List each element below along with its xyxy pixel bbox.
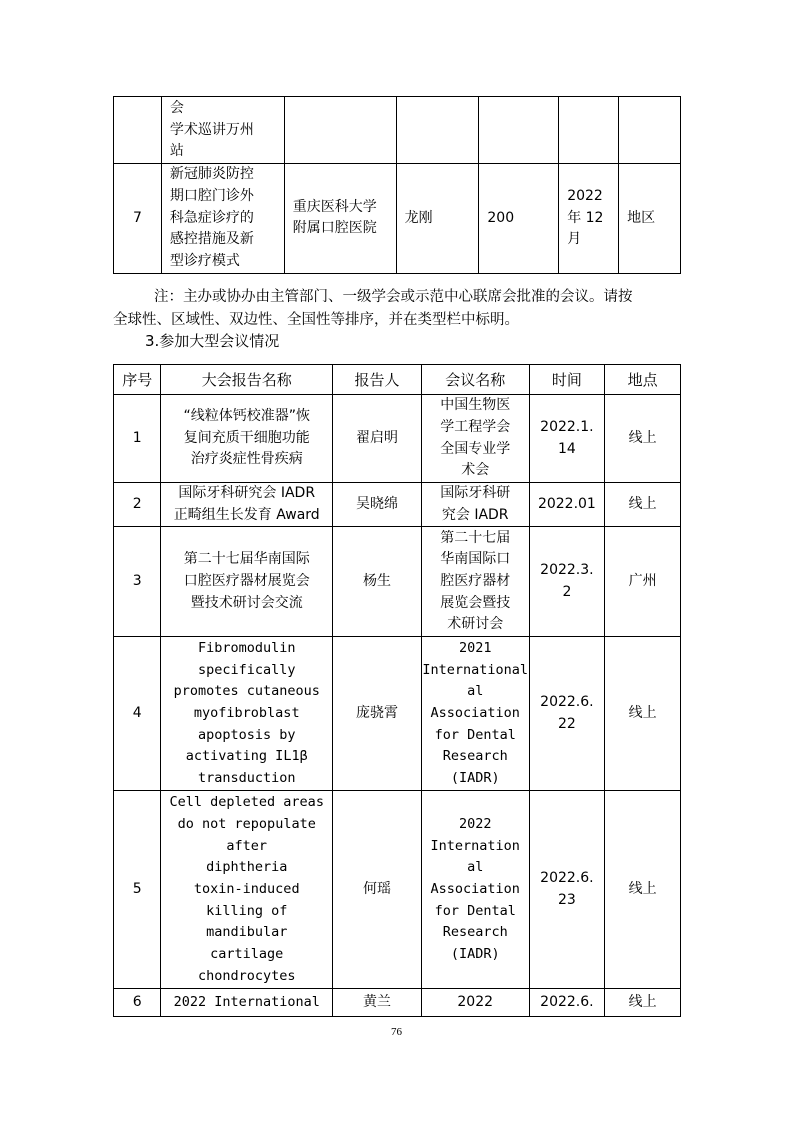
place-cell: 线上: [605, 791, 681, 989]
meeting-cell: [421, 527, 529, 637]
table-row: [114, 483, 681, 527]
type-cell: [619, 97, 681, 164]
title-cell: [161, 989, 333, 1017]
no-cell: 4: [114, 637, 161, 791]
table-row: [114, 989, 681, 1017]
place-cell: 线上: [605, 395, 681, 483]
cell-line: 2022.6.: [540, 694, 594, 711]
table-row: [114, 97, 681, 164]
meeting-cell: [421, 483, 529, 527]
cell-line: Fibromodulin: [197, 639, 296, 656]
reporter-cell: 庞骁霄: [333, 637, 422, 791]
table-row: [114, 164, 681, 274]
cell-line: 2022: [457, 994, 494, 1011]
no-cell: 5: [114, 791, 161, 989]
cell-line: specifically: [197, 661, 296, 678]
place-cell: 线上: [605, 483, 681, 527]
title-cell: [161, 637, 333, 791]
cell-line: 华南国际口: [440, 551, 511, 568]
cell-line: 第二十七届: [440, 529, 511, 546]
cell-line: 2022 International: [173, 994, 320, 1011]
no-cell: 3: [114, 527, 161, 637]
page-number: 76: [391, 1026, 402, 1038]
cell-line: 2022: [458, 815, 492, 832]
reporter-cell: 吴晓绵: [333, 483, 422, 527]
table-row: [114, 395, 681, 483]
cell-line: (IADR): [450, 946, 500, 963]
header-reporter: 报告人: [333, 365, 422, 395]
title-cell: [161, 791, 333, 989]
table-row: [114, 527, 681, 637]
no-cell: [114, 97, 162, 164]
cell-line: 术研讨会: [447, 616, 504, 633]
cell-line: 腔医疗器材: [440, 573, 511, 590]
reporter-cell: 黄兰: [333, 989, 422, 1017]
organizer-cell: [284, 97, 396, 164]
time-cell: [559, 97, 619, 164]
table-row: [114, 791, 681, 989]
cell-line: 14: [557, 440, 576, 457]
cell-line: “线粒体钙校准器”恢: [183, 407, 310, 424]
cell-line: 附属口腔医院: [292, 220, 377, 237]
cell-line: 国际牙科研: [440, 485, 511, 501]
time-cell: [529, 637, 605, 791]
place-cell: 广州: [605, 527, 681, 637]
header-title: 大会报告名称: [161, 365, 333, 395]
cell-line: 2022: [567, 187, 603, 204]
cell-line: killing of: [206, 902, 288, 919]
title-cell: [161, 483, 333, 527]
place-cell: 线上: [605, 637, 681, 791]
cell-line: 学工程学会: [440, 418, 511, 435]
cell-line: 期口腔门诊外: [169, 187, 254, 204]
cell-line: Cell depleted areas: [169, 794, 324, 811]
cell-line: 全国专业学: [440, 440, 511, 457]
count-cell: [479, 97, 559, 164]
cell-line: International: [422, 661, 529, 678]
cell-line: 会: [169, 100, 184, 116]
cell-line: Internation: [430, 837, 520, 854]
cell-line: 治疗炎症性骨疾病: [190, 451, 303, 468]
cell-line: myofibroblast: [193, 705, 300, 722]
no-cell: 1: [114, 395, 161, 483]
section-heading: 3.参加大型会议情况: [145, 332, 280, 350]
cell-line: 新冠肺炎防控: [169, 166, 254, 183]
no-cell: 2: [114, 483, 161, 527]
reporter-cell: 何瑶: [333, 791, 422, 989]
cell-line: 科急症诊疗的: [169, 209, 254, 226]
cell-line: promotes cutaneous: [173, 683, 320, 700]
cell-line: 学术巡讲万州: [169, 121, 254, 138]
cell-line: Research: [442, 924, 508, 941]
cell-line: 站: [169, 143, 184, 160]
cell-line: diphtheria: [206, 859, 288, 876]
cell-line: 2022.6.: [540, 870, 594, 887]
time-cell: [529, 791, 605, 989]
title-cell: [161, 527, 333, 637]
cell-line: 究会 IADR: [441, 506, 509, 523]
person-cell: [396, 97, 479, 164]
cell-line: (IADR): [450, 770, 500, 787]
time-cell: [529, 483, 605, 527]
count-cell: 200: [479, 164, 559, 274]
cell-line: do not repopulate: [177, 815, 316, 832]
time-cell: [529, 395, 605, 483]
header-place: 地点: [605, 365, 681, 395]
cell-line: mandibular: [206, 924, 288, 941]
cell-line: 22: [557, 715, 576, 732]
meeting-cell: [421, 791, 529, 989]
time-cell: [529, 527, 605, 637]
cell-line: 术会: [461, 462, 490, 479]
reporter-cell: 杨生: [333, 527, 422, 637]
meeting-cell: [421, 989, 529, 1017]
reporter-cell: 翟启明: [333, 395, 422, 483]
cell-line: chondrocytes: [197, 967, 296, 984]
cell-line: for Dental: [434, 726, 516, 743]
cell-line: 2022.1.: [540, 418, 594, 435]
cell-line: 2022.01: [537, 495, 596, 512]
cell-line: after: [226, 837, 268, 854]
no-cell: 7: [114, 164, 162, 274]
meeting-cell: [421, 395, 529, 483]
cell-line: Association: [430, 881, 520, 898]
table-header-row: [114, 365, 681, 395]
cell-line: 重庆医科大学: [292, 198, 377, 215]
conference-name-cell: [161, 97, 284, 164]
no-cell: 6: [114, 989, 161, 1017]
note-line: 注：主办或协办由主管部门、一级学会或示范中心联席会批准的会议。请按: [154, 289, 633, 305]
cell-line: 2022.3.: [540, 562, 594, 579]
cell-line: 23: [557, 891, 576, 908]
cell-line: activating IL1β: [185, 748, 308, 765]
time-cell: [529, 989, 605, 1017]
cell-line: 年 12: [567, 209, 604, 226]
cell-line: 国际牙科研究会 IADR: [178, 485, 316, 501]
place-cell: 线上: [605, 989, 681, 1017]
table-note: [113, 286, 683, 331]
cell-line: 型诊疗模式: [169, 252, 240, 269]
person-cell: 龙刚: [396, 164, 479, 274]
cell-line: for Dental: [434, 902, 516, 919]
cell-line: cartilage: [210, 946, 284, 963]
cell-line: 月: [567, 231, 582, 248]
time-cell: [559, 164, 619, 274]
cell-line: 暨技术研讨会交流: [190, 594, 303, 611]
cell-line: 中国生物医: [440, 397, 511, 414]
cell-line: 口腔医疗器材展览会: [183, 573, 310, 590]
table-row: [114, 637, 681, 791]
header-no: 序号: [114, 365, 161, 395]
note-line: 全球性、区域性、双边性、全国性等排序，并在类型栏中标明。: [113, 311, 519, 328]
cell-line: transduction: [197, 770, 296, 787]
title-cell: [161, 395, 333, 483]
type-cell: 地区: [619, 164, 681, 274]
meeting-cell: [421, 637, 529, 791]
cell-line: 2: [562, 583, 572, 600]
cell-line: apoptosis by: [197, 726, 296, 743]
header-meeting: 会议名称: [421, 365, 529, 395]
continued-conference-table: [113, 96, 681, 274]
cell-line: al: [467, 683, 484, 700]
cell-line: 2021: [458, 639, 492, 656]
cell-line: al: [467, 859, 484, 876]
conference-name-cell: [161, 164, 284, 274]
cell-line: 2022.6.: [540, 994, 594, 1011]
cell-line: Association: [430, 705, 520, 722]
organizer-cell: [284, 164, 396, 274]
cell-line: Research: [442, 748, 508, 765]
header-time: 时间: [529, 365, 605, 395]
cell-line: toxin-induced: [193, 881, 300, 898]
cell-line: 第二十七届华南国际: [183, 551, 310, 568]
cell-line: 复间充质干细胞功能: [183, 429, 310, 446]
cell-line: 展览会暨技: [440, 594, 511, 611]
cell-line: 感控措施及新: [169, 231, 254, 248]
meetings-table: [113, 364, 681, 1017]
cell-line: 正畸组生长发育 Award: [173, 506, 320, 523]
